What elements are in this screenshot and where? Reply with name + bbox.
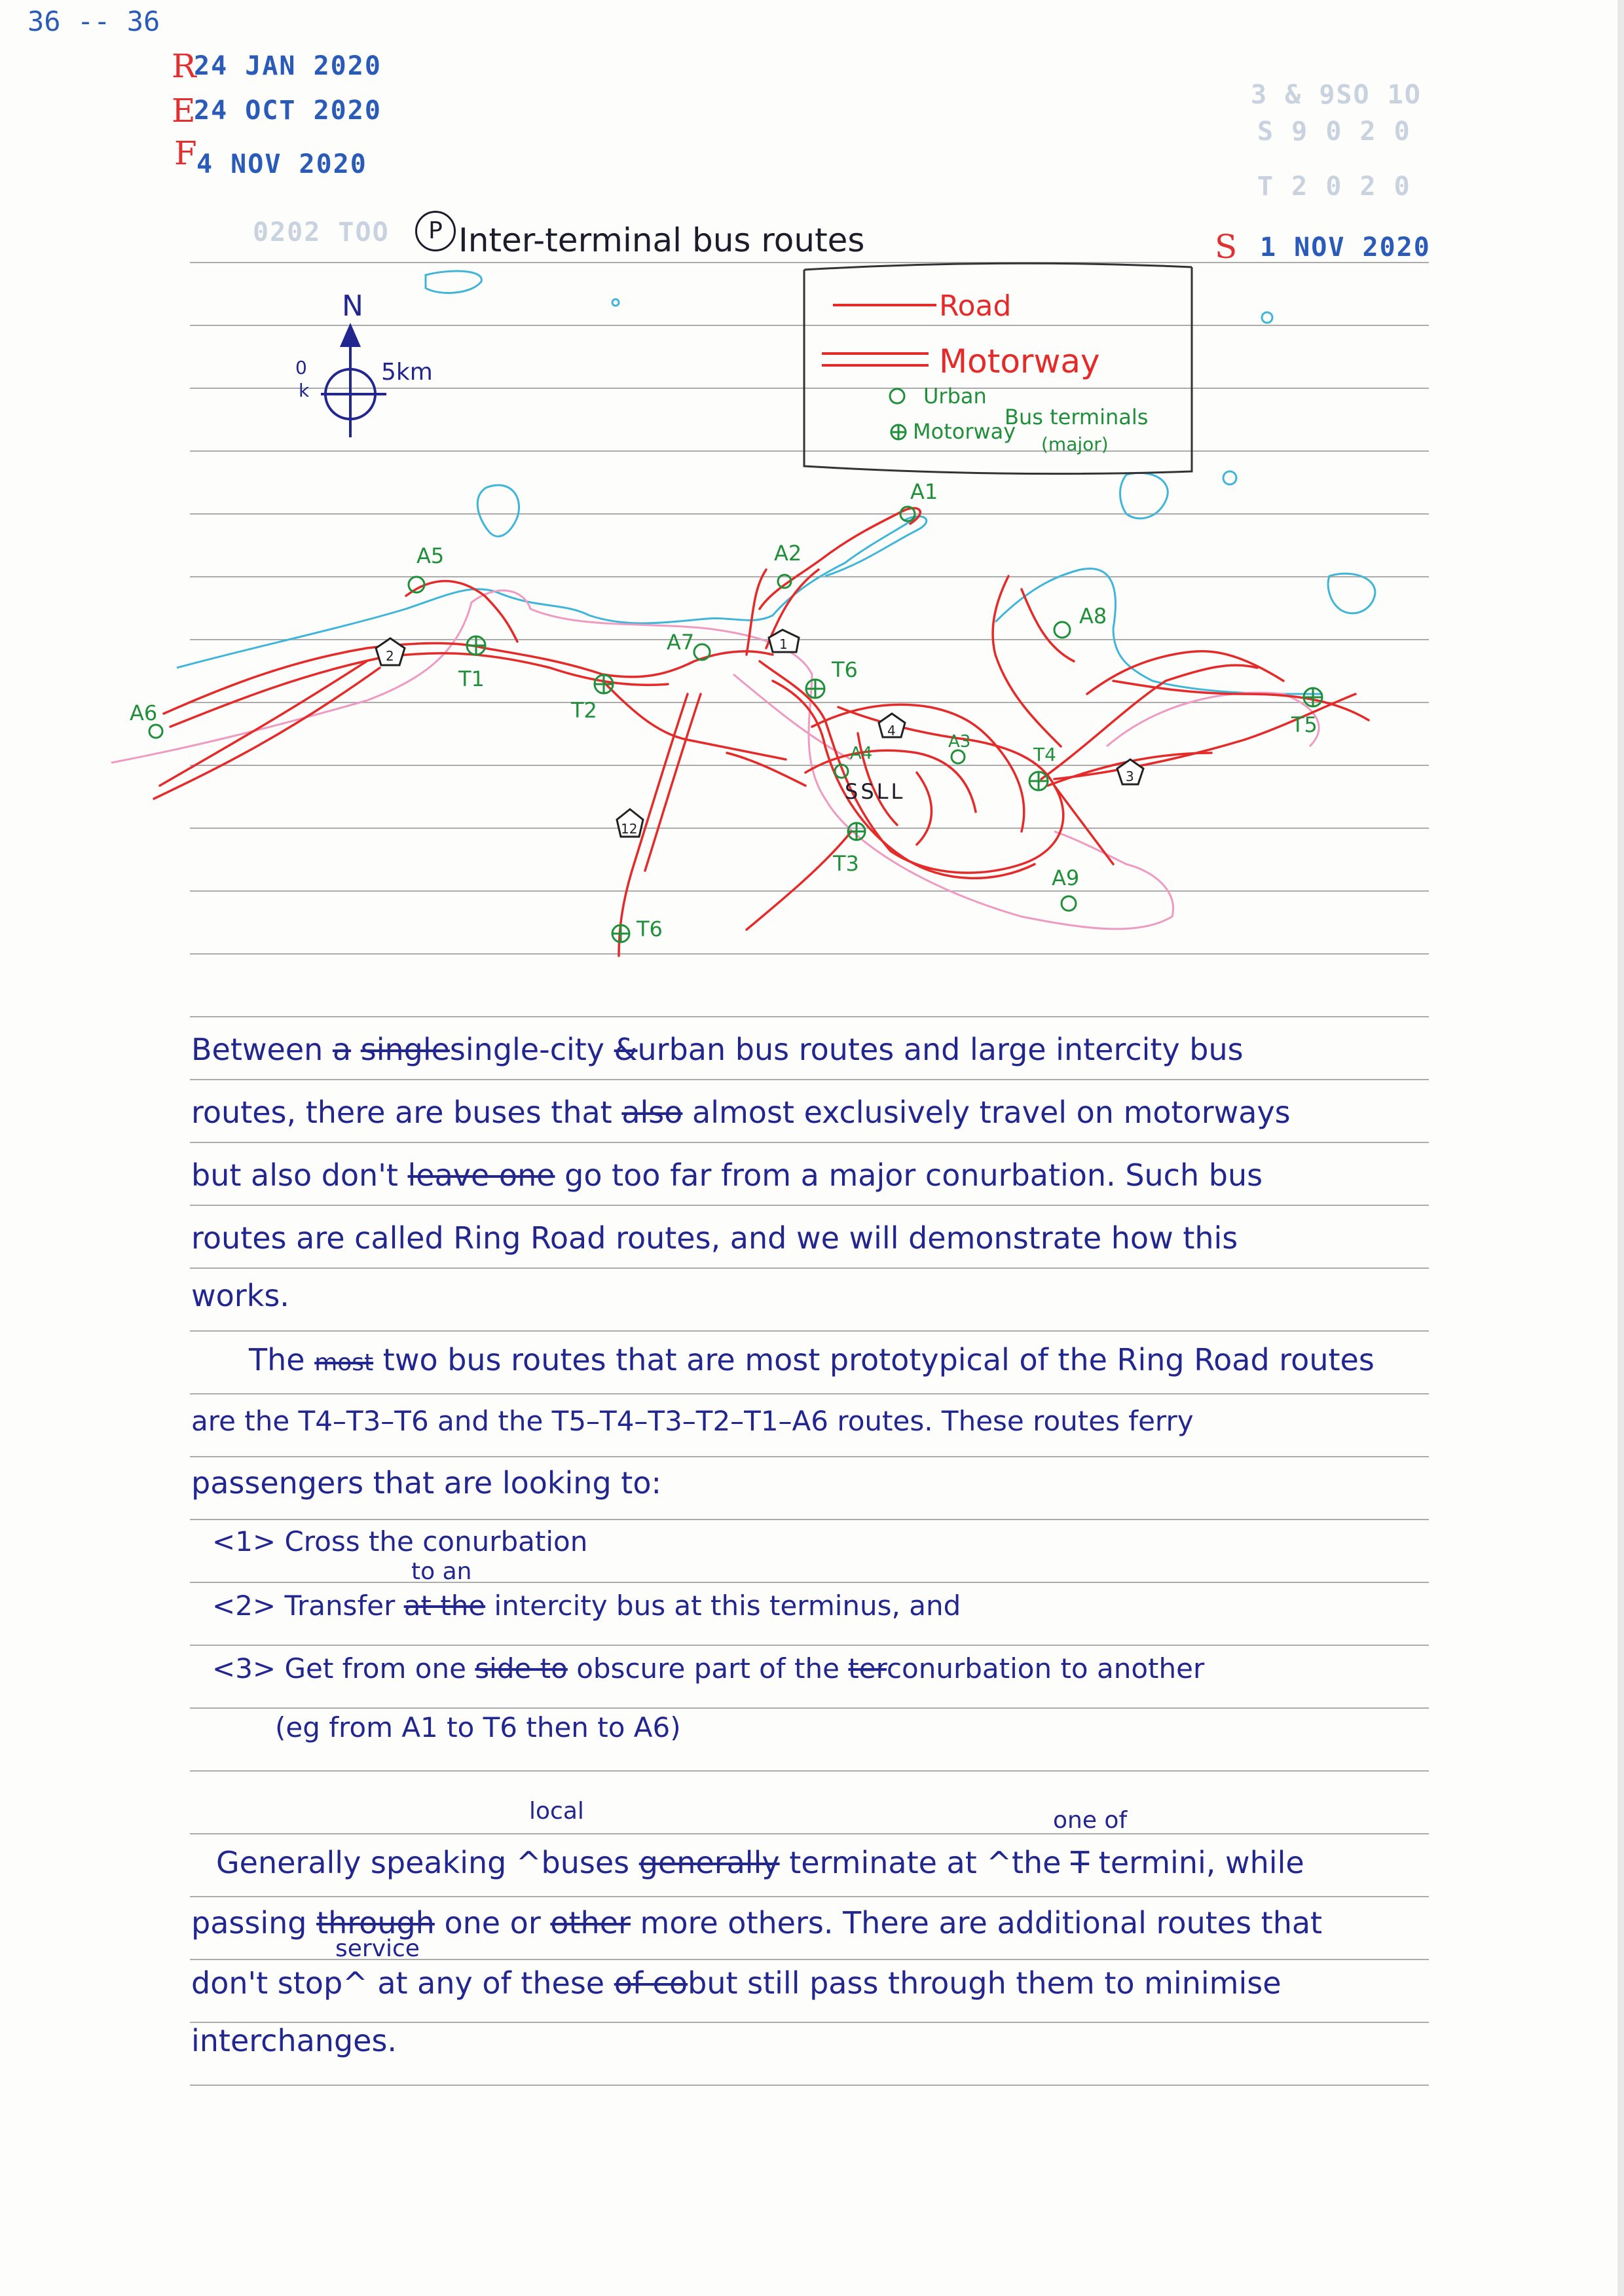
ruled-line — [190, 1393, 1429, 1394]
legend-urban-symbol — [890, 389, 906, 439]
para3-insert-service: service — [335, 1935, 420, 1962]
map-label-t5: T5 — [1291, 712, 1318, 737]
map-label-a8: A8 — [1079, 604, 1107, 629]
route-map — [0, 0, 1624, 1048]
edited-letter: E — [172, 92, 196, 130]
edited-date-stamp: 24 OCT 2020 — [194, 96, 382, 126]
map-label-t1: T1 — [458, 666, 485, 691]
map-label-city: SSLL — [845, 779, 906, 804]
ruled-line — [190, 2085, 1429, 2086]
ghost-stamp-3: T 2 0 2 0 — [1257, 172, 1411, 202]
ruled-line — [190, 1267, 1429, 1269]
compass-rose — [321, 326, 386, 437]
compass-scale-zero: 0 — [295, 357, 307, 378]
ghost-stamp-1: 3 & 9SO 1O — [1251, 80, 1422, 110]
corner-note: 36 -- 36 — [28, 5, 160, 37]
map-label-a9: A9 — [1052, 866, 1080, 890]
para1-line1: Between a singlesingle-city &urban bus routes and large intercity bus — [191, 1032, 1244, 1067]
page-title: Inter-terminal bus routes — [458, 221, 865, 259]
para2-line3: passengers that are looking to: — [191, 1465, 661, 1501]
shield-label-1: 1 — [779, 636, 788, 652]
map-label-t6-north: T6 — [832, 657, 858, 682]
para3-line4: interchanges. — [191, 2023, 397, 2058]
received-letter: R — [172, 47, 196, 85]
ruled-line — [190, 1582, 1429, 1583]
para2-item2-insert: to an — [411, 1558, 472, 1585]
legend-road-label: Road — [939, 289, 1012, 323]
ruled-line — [190, 1896, 1429, 1897]
para2-item3-example: (eg from A1 to T6 then to A6) — [275, 1711, 681, 1743]
ruled-line — [190, 1707, 1429, 1709]
map-label-a6: A6 — [130, 701, 158, 725]
map-label-a3: A3 — [948, 732, 971, 752]
ruled-line — [190, 1770, 1429, 1772]
ghost-stamp-2: S 9 0 2 0 — [1257, 117, 1411, 147]
legend-bus-terminals-label: Bus terminals — [1005, 405, 1149, 429]
final-date-stamp: 4 NOV 2020 — [196, 149, 367, 179]
para3-insert-one-of: one of — [1053, 1807, 1128, 1834]
para1-line2: routes, there are buses that also almost exclusively travel on motorways — [191, 1095, 1291, 1130]
map-label-a2: A2 — [774, 541, 802, 566]
shield-label-4: 4 — [887, 723, 896, 738]
ruled-line — [190, 1330, 1429, 1332]
ruled-line — [190, 1142, 1429, 1143]
shield-label-12: 12 — [621, 821, 638, 837]
map-label-a4: A4 — [850, 744, 873, 763]
para2-item1: <1> Cross the conurbation — [212, 1525, 588, 1558]
ruled-line — [190, 1645, 1429, 1646]
map-label-a1: A1 — [910, 479, 938, 504]
ghost-stamp-4: 0202 TOO — [253, 217, 390, 247]
shield-label-2: 2 — [386, 648, 394, 664]
para2-item2: <2> Transfer at the intercity bus at this terminus, and — [212, 1590, 961, 1622]
para3-line3: don't stop^ at any of these of cobut still pass through them to minimise — [191, 1965, 1282, 2001]
para1-line4: routes are called Ring Road routes, and we will demonstrate how this — [191, 1220, 1238, 1256]
ruled-line — [190, 1833, 1429, 1834]
legend-motorway-terminal-label: Motorway — [913, 419, 1016, 444]
compass-scale-value: 5km — [381, 359, 433, 386]
para3-insert-local: local — [529, 1798, 584, 1825]
map-label-t6-south: T6 — [637, 917, 663, 941]
map-label-a7: A7 — [667, 630, 695, 655]
para2-item3: <3> Get from one side to obscure part of the terconurbation to another — [212, 1652, 1205, 1685]
para1-line3: but also don't leave one go too far from a major conurbation. Such bus — [191, 1157, 1263, 1193]
para3-line2: passing through one or other more others. There are additional routes that — [191, 1905, 1323, 1941]
legend-major-label: (major) — [1041, 433, 1109, 455]
legend-road-line — [822, 305, 936, 365]
compass-north: N — [342, 289, 363, 323]
para3-line1: Generally speaking ^buses generally terminate at ^the T termini, while — [216, 1845, 1304, 1880]
legend-motorway-label: Motorway — [939, 342, 1100, 380]
legend-urban-label: Urban — [923, 384, 987, 409]
ruled-line — [190, 1519, 1429, 1520]
received-date-stamp: 24 JAN 2020 — [194, 51, 382, 81]
roads — [154, 508, 1369, 956]
shield-label-3: 3 — [1126, 769, 1134, 784]
para2-line2: are the T4–T3–T6 and the T5–T4–T3–T2–T1–A6 routes. These routes ferry — [191, 1405, 1194, 1437]
s-letter: S — [1215, 228, 1238, 266]
title-circle-letter: P — [415, 211, 456, 251]
para1-line5: works. — [191, 1278, 289, 1313]
coastline — [177, 271, 1375, 694]
ruled-line — [190, 1079, 1429, 1080]
ruled-line — [190, 1456, 1429, 1457]
ruled-line — [190, 1205, 1429, 1206]
map-label-t4: T4 — [1033, 744, 1056, 765]
map-label-t3: T3 — [833, 851, 859, 876]
final-letter: F — [174, 134, 197, 172]
para2-line1: The most two bus routes that are most prototypical of the Ring Road routes — [249, 1342, 1375, 1377]
compass-scale-k: k — [299, 380, 310, 401]
map-label-a5: A5 — [416, 543, 445, 568]
s-date-stamp: 1 NOV 2020 — [1260, 232, 1431, 263]
map-label-t2: T2 — [571, 698, 597, 723]
